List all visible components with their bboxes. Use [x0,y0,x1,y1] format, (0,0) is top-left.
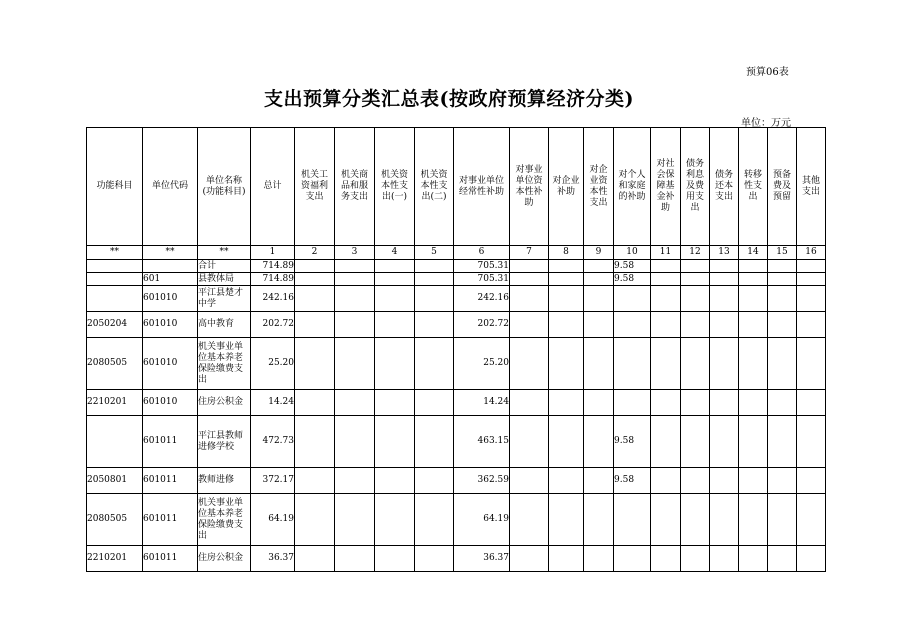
unit-name-cell: 机关事业单位基本养老保险缴费支出 [198,338,251,390]
table-cell [549,468,584,494]
table-cell [651,260,681,273]
table-cell [797,286,826,312]
form-code: 预算06表 [746,67,789,78]
table-cell [710,494,739,546]
table-cell [651,273,681,286]
total-cell: 14.24 [251,390,295,416]
column-header: 对个人和家庭的补助 [614,128,651,246]
unit-name-cell: 合计 [198,260,251,273]
table-cell [681,390,710,416]
public-institution-subsidy-cell: 705.31 [454,260,510,273]
table-cell [584,416,614,468]
column-index: 3 [335,246,375,260]
table-cell [710,338,739,390]
unit-name-cell: 县教体局 [198,273,251,286]
column-index: 14 [739,246,768,260]
index-row [87,246,826,260]
household-subsidy-cell [614,546,651,572]
table-cell [768,338,797,390]
table-cell [295,260,335,273]
table-cell [681,312,710,338]
table-cell [768,494,797,546]
table-cell [295,494,335,546]
table-cell [584,273,614,286]
table-cell [549,494,584,546]
function-code-cell [87,273,143,286]
table-cell [295,546,335,572]
household-subsidy-cell [614,286,651,312]
table-cell [415,494,454,546]
table-row [87,390,826,416]
table-cell [510,286,549,312]
table-cell [584,494,614,546]
function-code-cell [87,286,143,312]
table-cell [295,468,335,494]
table-cell [710,312,739,338]
total-cell: 202.72 [251,312,295,338]
unit-code-cell: 601011 [143,468,198,494]
unit-code-cell: 601010 [143,390,198,416]
unit-name-cell: 高中教育 [198,312,251,338]
public-institution-subsidy-cell: 25.20 [454,338,510,390]
table-cell [415,390,454,416]
table-cell [335,260,375,273]
table-cell [375,286,415,312]
table-cell [510,416,549,468]
table-cell [510,546,549,572]
table-cell [651,494,681,546]
unit-name-cell: 住房公积金 [198,390,251,416]
table-cell [295,286,335,312]
household-subsidy-cell [614,312,651,338]
function-code-cell: 2080505 [87,494,143,546]
table-cell [415,286,454,312]
table-cell [375,416,415,468]
function-code-cell: 2050204 [87,312,143,338]
table-cell [681,494,710,546]
table-cell [295,416,335,468]
table-cell [335,390,375,416]
unit-code-cell: 601010 [143,312,198,338]
table-cell [549,286,584,312]
total-cell: 472.73 [251,416,295,468]
household-subsidy-cell [614,338,651,390]
public-institution-subsidy-cell: 463.15 [454,416,510,468]
table-cell [768,546,797,572]
table-cell [335,468,375,494]
table-cell [415,468,454,494]
public-institution-subsidy-cell: 64.19 [454,494,510,546]
table-cell [768,416,797,468]
column-header: 债务还本支出 [710,128,739,246]
table-body [87,260,826,572]
table-cell [681,416,710,468]
table-cell [739,468,768,494]
unit-code-cell: 601011 [143,494,198,546]
table-row [87,494,826,546]
column-index: 12 [681,246,710,260]
table-cell [584,338,614,390]
table-cell [295,312,335,338]
unit-code-cell: 601010 [143,338,198,390]
table-cell [295,338,335,390]
table-cell [739,260,768,273]
table-cell [651,312,681,338]
table-cell [415,273,454,286]
table-cell [375,390,415,416]
table-cell [295,273,335,286]
public-institution-subsidy-cell: 14.24 [454,390,510,416]
unit-name-cell: 机关事业单位基本养老保险缴费支出 [198,494,251,546]
function-code-cell: 2210201 [87,390,143,416]
table-cell [651,546,681,572]
column-index: 7 [510,246,549,260]
table-cell [375,338,415,390]
table-cell [335,312,375,338]
table-cell [375,273,415,286]
column-index: 1 [251,246,295,260]
table-cell [415,260,454,273]
table-cell [510,273,549,286]
column-header: 其他支出 [797,128,826,246]
table-cell [681,286,710,312]
column-header: 单位代码 [143,128,198,246]
table-cell [651,416,681,468]
table-cell [510,468,549,494]
table-row [87,286,826,312]
table-cell [584,546,614,572]
table-cell [549,260,584,273]
column-header: 债务利息及费用支出 [681,128,710,246]
column-header: 机关工资福利支出 [295,128,335,246]
unit-code-cell: 601010 [143,286,198,312]
table-cell [797,468,826,494]
table-cell [681,260,710,273]
table-cell [549,416,584,468]
table-cell [415,338,454,390]
unit-code-cell: 601 [143,273,198,286]
function-code-cell: 2050801 [87,468,143,494]
total-cell: 714.89 [251,260,295,273]
function-code-cell [87,416,143,468]
table-cell [549,546,584,572]
table-cell [768,312,797,338]
table-row [87,546,826,572]
table-cell [510,494,549,546]
table-cell [710,546,739,572]
table-cell [375,468,415,494]
table-cell [295,390,335,416]
column-index: ** [198,246,251,260]
unit-label: 单位：万元 [741,118,791,129]
budget-table [86,127,826,572]
column-index: 9 [584,246,614,260]
column-index: ** [87,246,143,260]
table-cell [739,494,768,546]
table-cell [510,312,549,338]
household-subsidy-cell [614,494,651,546]
table-cell [710,260,739,273]
public-institution-subsidy-cell: 362.59 [454,468,510,494]
table-row [87,338,826,390]
table-cell [797,260,826,273]
table-cell [375,494,415,546]
unit-code-cell [143,260,198,273]
table-cell [335,494,375,546]
table-cell [415,546,454,572]
table-cell [739,546,768,572]
column-header: 机关资本性支出(一) [375,128,415,246]
table-cell [797,338,826,390]
table-cell [549,273,584,286]
table-cell [584,390,614,416]
column-index: 5 [415,246,454,260]
unit-name-cell: 平江县楚才中学 [198,286,251,312]
function-code-cell [87,260,143,273]
table-cell [797,494,826,546]
table-cell [510,338,549,390]
table-cell [651,286,681,312]
household-subsidy-cell: 9.58 [614,416,651,468]
column-index: 13 [710,246,739,260]
table-cell [584,468,614,494]
table-cell [375,546,415,572]
table-cell [797,273,826,286]
table-cell [768,273,797,286]
household-subsidy-cell [614,390,651,416]
table-cell [710,416,739,468]
unit-code-cell: 601011 [143,416,198,468]
column-header: 对事业单位资本性补助 [510,128,549,246]
table-cell [415,416,454,468]
table-cell [739,312,768,338]
column-header: 机关资本性支出(二) [415,128,454,246]
table-row [87,273,826,286]
table-cell [375,260,415,273]
table-cell [797,416,826,468]
column-header: 机关商品和服务支出 [335,128,375,246]
column-header: 对事业单位经常性补助 [454,128,510,246]
column-index: ** [143,246,198,260]
table-cell [739,286,768,312]
table-cell [651,338,681,390]
table-cell [335,546,375,572]
column-header: 预备费及预留 [768,128,797,246]
column-header: 功能科目 [87,128,143,246]
unit-name-cell: 住房公积金 [198,546,251,572]
table-cell [710,390,739,416]
total-cell: 64.19 [251,494,295,546]
table-cell [375,312,415,338]
column-index: 6 [454,246,510,260]
table-cell [549,312,584,338]
table-cell [584,312,614,338]
header-row [87,128,826,246]
table-cell [681,546,710,572]
table-cell [584,260,614,273]
table-cell [739,390,768,416]
public-institution-subsidy-cell: 705.31 [454,273,510,286]
table-cell [415,312,454,338]
table-cell [335,338,375,390]
table-cell [710,286,739,312]
column-header: 总计 [251,128,295,246]
public-institution-subsidy-cell: 202.72 [454,312,510,338]
total-cell: 36.37 [251,546,295,572]
column-header: 转移性支出 [739,128,768,246]
function-code-cell: 2210201 [87,546,143,572]
table-row [87,260,826,273]
unit-code-cell: 601011 [143,546,198,572]
table-cell [768,260,797,273]
household-subsidy-cell: 9.58 [614,273,651,286]
table-cell [584,286,614,312]
table-row [87,312,826,338]
table-cell [768,390,797,416]
household-subsidy-cell: 9.58 [614,260,651,273]
table-cell [710,468,739,494]
unit-name-cell: 教师进修 [198,468,251,494]
total-cell: 714.89 [251,273,295,286]
table-cell [651,468,681,494]
table-cell [739,416,768,468]
column-index: 10 [614,246,651,260]
page-title: 支出预算分类汇总表(按政府预算经济分类) [264,88,634,110]
column-index: 11 [651,246,681,260]
column-header: 对社会保障基金补助 [651,128,681,246]
table-cell [335,273,375,286]
table-cell [510,260,549,273]
unit-name-cell: 平江县教师进修学校 [198,416,251,468]
table-cell [335,286,375,312]
table-cell [681,468,710,494]
total-cell: 242.16 [251,286,295,312]
column-header: 对企业资本性支出 [584,128,614,246]
table-cell [549,338,584,390]
table-cell [739,338,768,390]
public-institution-subsidy-cell: 36.37 [454,546,510,572]
table-cell [768,286,797,312]
table-cell [797,390,826,416]
table-row [87,416,826,468]
column-header: 单位名称(功能科目) [198,128,251,246]
total-cell: 372.17 [251,468,295,494]
table-cell [651,390,681,416]
public-institution-subsidy-cell: 242.16 [454,286,510,312]
table-cell [797,312,826,338]
table-cell [797,546,826,572]
column-index: 2 [295,246,335,260]
table-cell [549,390,584,416]
table-cell [335,416,375,468]
column-index: 4 [375,246,415,260]
function-code-cell: 2080505 [87,338,143,390]
table-cell [510,390,549,416]
table-cell [681,338,710,390]
column-index: 8 [549,246,584,260]
table-cell [739,273,768,286]
household-subsidy-cell: 9.58 [614,468,651,494]
column-header: 对企业补助 [549,128,584,246]
table-cell [768,468,797,494]
total-cell: 25.20 [251,338,295,390]
column-index: 16 [797,246,826,260]
table-row [87,468,826,494]
table-cell [681,273,710,286]
table-cell [710,273,739,286]
column-index: 15 [768,246,797,260]
